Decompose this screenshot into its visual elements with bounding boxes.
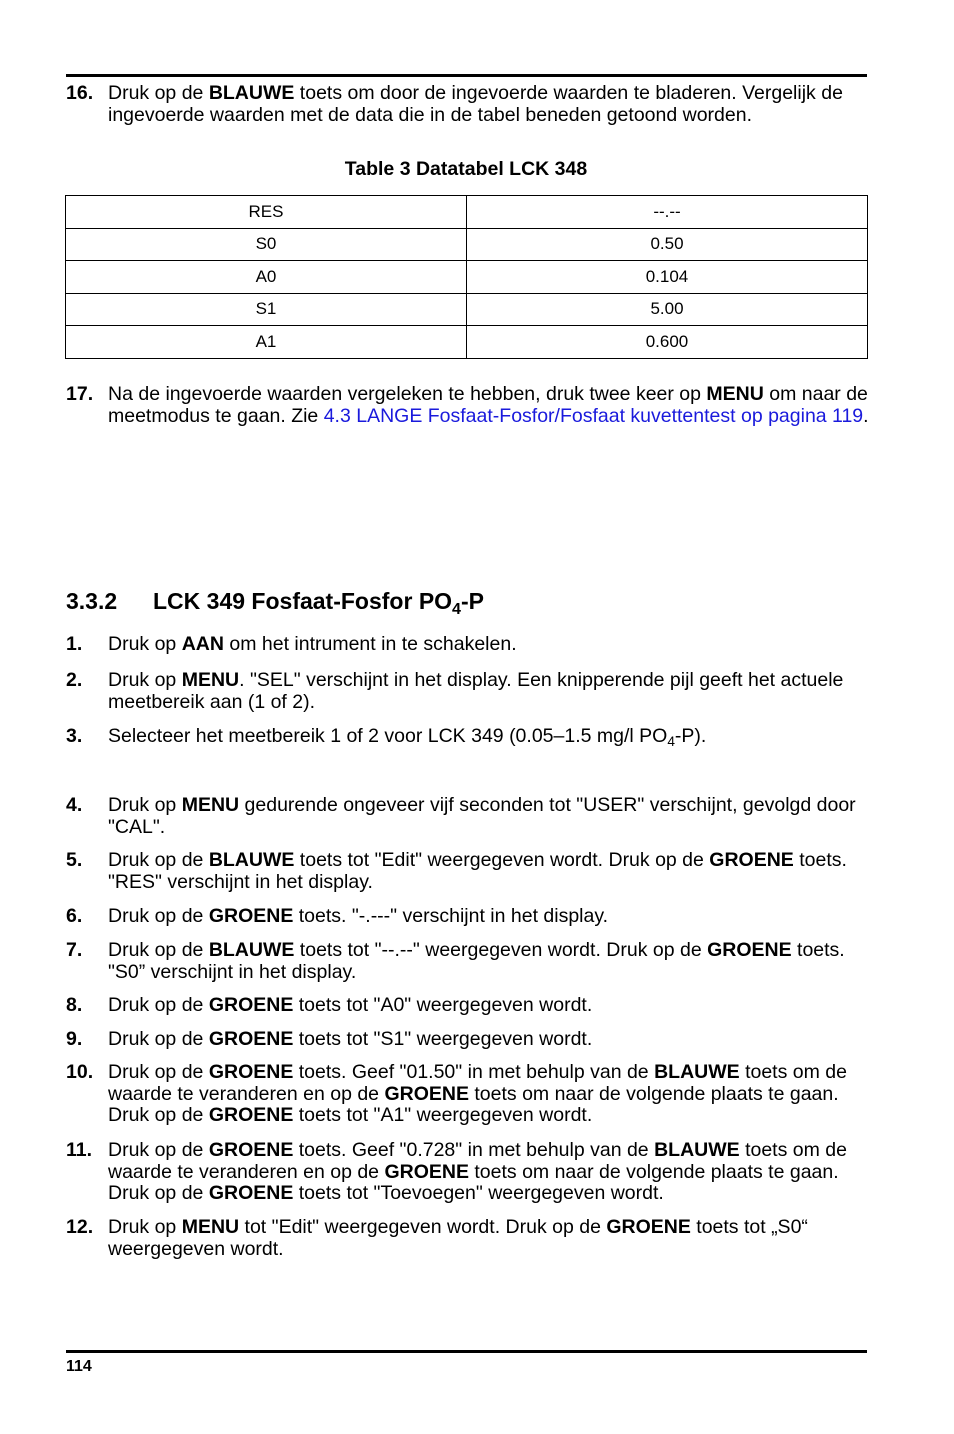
step-text: Na de ingevoerde waarden vergeleken te hebben, druk twee keer op MENU om naar de meetmodus te gaan. Zie 4.3 LANGE Fosfaat-Fosfor/Fosfaat kuvettentest op pagina 119. — [108, 383, 869, 427]
bottom-rule — [66, 1350, 867, 1353]
step-text: Druk op AAN om het intrument in te schakelen. — [108, 633, 517, 655]
table-row — [66, 196, 868, 229]
table-cell-value: 0.600 — [467, 326, 868, 359]
section-title: LCK 349 Fosfaat-Fosfor $PO_4-P$ — [153, 588, 484, 618]
table-cell-label: A1 — [66, 326, 467, 359]
step-text: Druk op MENU gedurende ongeveer vijf seconden tot "USER" verschijnt, gevolgd door "CAL". — [108, 794, 856, 838]
step-7 — [66, 940, 871, 983]
section-heading — [66, 588, 484, 618]
step-number: 7. — [66, 939, 83, 961]
step-text: Druk op MENU tot "Edit" weergegeven wordt. Druk op de GROENE toets tot „S0“ weergegeven wordt. — [108, 1216, 808, 1260]
table-cell-value: 5.00 — [467, 293, 868, 326]
page-number: 114 — [66, 1358, 92, 1375]
step-17 — [66, 384, 871, 427]
step-16 — [66, 83, 871, 126]
data-table — [65, 195, 868, 359]
table-cell-label: S0 — [66, 228, 467, 261]
section-number: 3.3.2 — [66, 588, 118, 614]
step-text: Selecteer het meetbereik 1 of 2 voor LCK 349 (0.05–1.5 mg/l $PO_4-P$). — [108, 725, 707, 750]
step-text: Druk op de GROENE toets. "-.---" verschijnt in het display. — [108, 905, 609, 927]
step-6 — [66, 906, 871, 928]
step-4 — [66, 795, 871, 838]
table-cell-label: RES — [66, 196, 467, 229]
step-number: 9. — [66, 1028, 83, 1050]
table-row — [66, 326, 868, 359]
table-caption: Table 3 Datatabel LCK 348 — [344, 158, 588, 180]
table-row — [66, 228, 868, 261]
step-text: Druk op de GROENE toets tot "S1" weergegeven wordt. — [108, 1028, 593, 1050]
step-text: Druk op de BLAUWE toets tot "Edit" weergegeven wordt. Druk op de GROENE toets. "RES" verschijnt in het display. — [108, 849, 847, 893]
step-text: Druk op MENU. "SEL" verschijnt in het display. Een knipperende pijl geeft het actuele meetbereik aan (1 of 2). — [108, 669, 844, 713]
table-cell-label: S1 — [66, 293, 467, 326]
step-text: Druk op de BLAUWE toets tot "--.--" weergegeven wordt. Druk op de GROENE toets. "S0” verschijnt in het display. — [108, 939, 845, 983]
step-number: 10. — [66, 1061, 94, 1083]
cross-reference-link[interactable]: 4.3 LANGE Fosfaat-Fosfor/Fosfaat kuvettentest op pagina 119 — [323, 404, 864, 427]
step-5 — [66, 850, 871, 893]
step-number: 1. — [66, 633, 83, 655]
table-cell-value: 0.104 — [467, 261, 868, 294]
step-number: 5. — [66, 849, 83, 871]
table-row — [66, 261, 868, 294]
step-number: 3. — [66, 725, 83, 747]
step-8 — [66, 995, 871, 1017]
top-rule — [66, 74, 867, 77]
step-1 — [66, 634, 871, 656]
step-2 — [66, 670, 871, 713]
step-11 — [66, 1140, 871, 1205]
table-cell-label: A0 — [66, 261, 467, 294]
step-number: 12. — [66, 1216, 94, 1238]
step-number: 17. — [66, 383, 94, 405]
step-number: 11. — [66, 1139, 93, 1161]
step-10 — [66, 1062, 871, 1127]
step-3 — [66, 726, 871, 748]
table-cell-value: --.-- — [467, 196, 868, 229]
table-row — [66, 293, 868, 326]
step-9 — [66, 1029, 871, 1051]
step-text: Druk op de GROENE toets. Geef "0.728" in met behulp van de BLAUWE toets om de waarde te veranderen en op de GROENE toets om naar de volgende plaats te gaan. Druk op de GROENE toets tot "Toevoegen" weergegeven wordt. — [108, 1139, 847, 1204]
step-number: 4. — [66, 794, 83, 816]
step-text: Druk op de GROENE toets tot "A0" weergegeven wordt. — [108, 994, 593, 1016]
table-cell-value: 0.50 — [467, 228, 868, 261]
step-number: 8. — [66, 994, 83, 1016]
step-text: Druk op de GROENE toets. Geef "01.50" in met behulp van de BLAUWE toets om de waarde te veranderen en op de GROENE toets om naar de volgende plaats te gaan. Druk op de GROENE toets tot "A1" weergegeven wordt. — [108, 1061, 847, 1126]
step-number: 2. — [66, 669, 83, 691]
step-12 — [66, 1217, 871, 1260]
step-text: Druk op de BLAUWE toets om door de ingevoerde waarden te bladeren. Vergelijk de ingevoerde waarden met de data die in de tabel beneden getoond worden. — [108, 82, 843, 126]
step-number: 6. — [66, 905, 83, 927]
step-number: 16. — [66, 82, 94, 104]
